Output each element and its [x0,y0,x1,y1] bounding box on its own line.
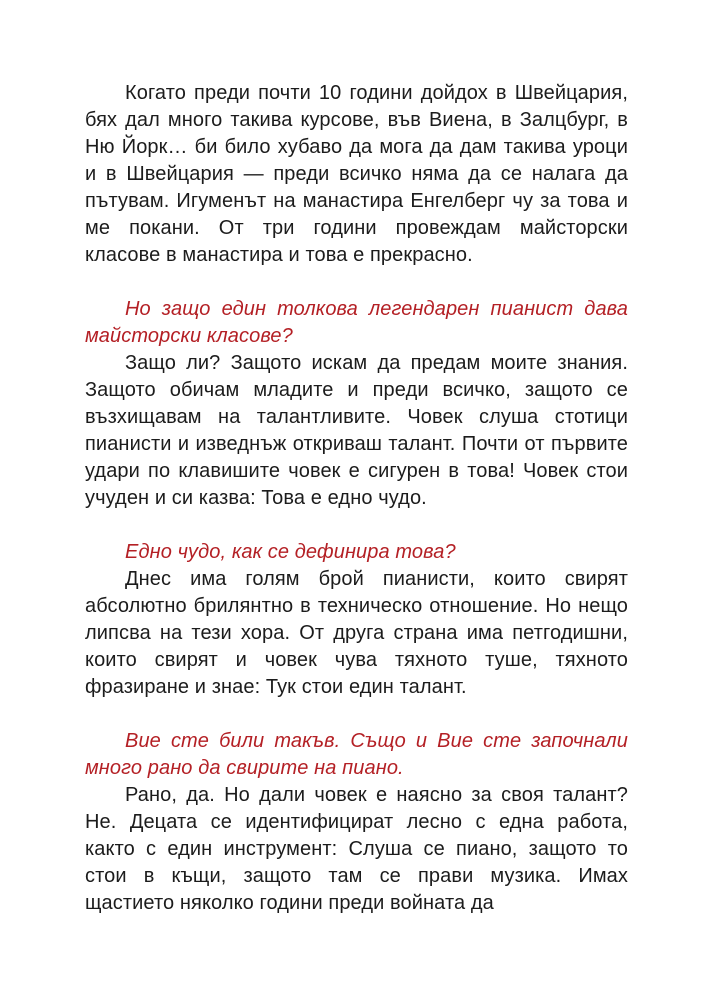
question-paragraph-1: Но защо един толкова легендарен пианист дава майсторски класове? [85,298,628,347]
answer-paragraph-4: Рано, да. Но дали човек е наясно за своя талант? Не. Децата се идентифицират лесно с една работа, както с един инструмент: Слуша се пиано, защото то стои в къщи, защото там се прави музика. Имах щастието няколко години преди войната да [85,784,628,914]
question-paragraph-3: Вие сте били такъв. Също и Вие сте започнали много рано да свирите на пиано. [85,730,628,779]
answer-paragraph-1: Когато преди почти 10 години дойдох в Швейцария, бях дал много такива курсове, във Виена, в Залцбург, в Ню Йорк… би било хубаво да мога да дам такива уроци и в Швейцария — преди всичко няма да се налага да пътувам. Игуменът на манастира Енгелберг чу за това и ме покани. От три години провеждам майсторски класове в манастира и това е прекрасно. [85,82,628,266]
answer-paragraph-2: Защо ли? Защото искам да предам моите знания. Защото обичам младите и преди всичко, защото се възхищавам на талантливите. Човек слуша стотици пианисти и изведнъж откриваш талант. Почти от първите удари по клавишите човек е сигурен в това! Човек стои учуден и си казва: Това е едно чудо. [85,352,628,509]
answer-paragraph-3: Днес има голям брой пианисти, които свирят абсолютно брилянтно в техническо отношение. Но нещо липсва на тези хора. От друга страна има петгодишни, които свирят и човек чува тяхното туше, тяхното фразиране и знае: Тук стои един талант. [85,568,628,698]
interview-text-block [85,80,628,917]
question-paragraph-2: Едно чудо, как се дефинира това? [125,541,456,563]
